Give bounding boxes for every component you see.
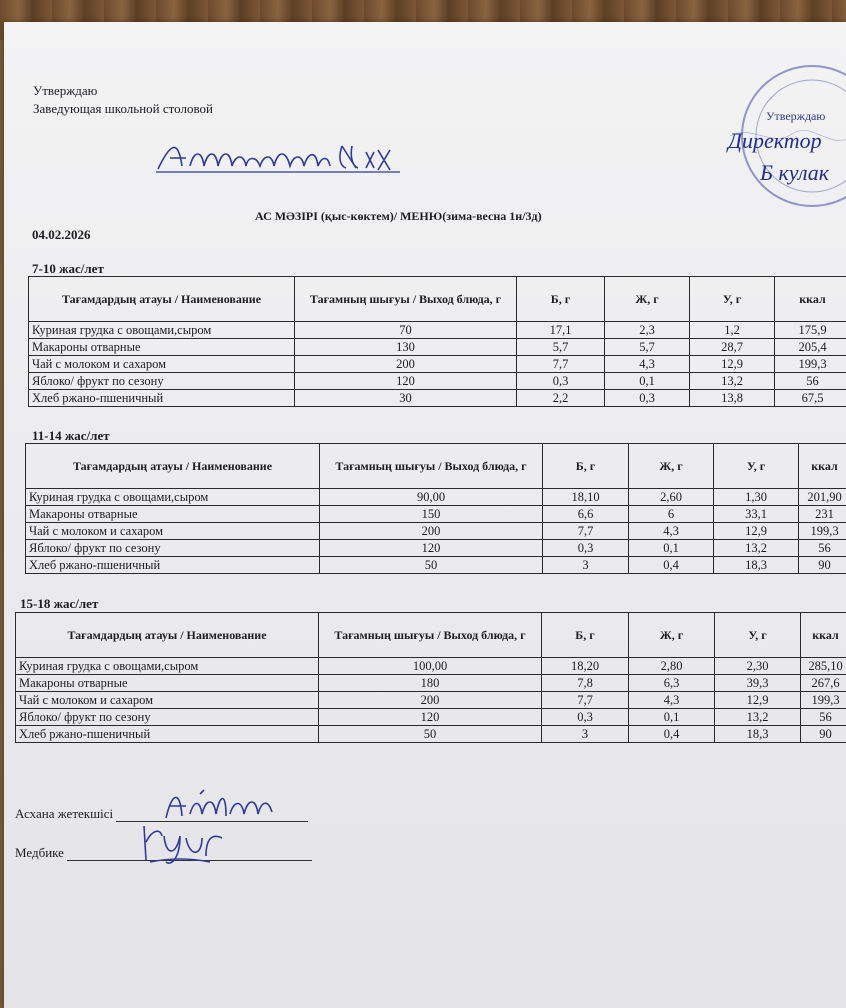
carbs-cell: 39,3 <box>715 675 801 692</box>
fat-cell: 0,1 <box>605 373 690 390</box>
kcal-cell: 199,3 <box>801 692 846 709</box>
column-header-fat: Ж, г <box>605 277 690 322</box>
age-group-label: 15-18 жас/лет <box>20 596 99 611</box>
fat-cell: 6,3 <box>629 675 715 692</box>
output-cell: 50 <box>320 557 543 574</box>
column-header-fat: Ж, г <box>629 444 714 489</box>
approval-heading: Утверждаю <box>33 83 98 98</box>
kcal-cell: 199,3 <box>775 356 846 373</box>
table-row <box>16 709 846 726</box>
protein-cell: 0,3 <box>543 540 629 557</box>
kitchen-head-signature-text <box>170 800 175 801</box>
fat-cell: 2,80 <box>629 658 715 675</box>
carbs-cell: 13,2 <box>714 540 799 557</box>
column-header-fat: Ж, г <box>629 613 715 658</box>
dish-name-cell: Куриная грудка с овощами,сыром <box>16 658 319 675</box>
protein-cell: 5,7 <box>517 339 605 356</box>
output-cell: 200 <box>319 692 542 709</box>
table-row <box>29 373 846 390</box>
table-row <box>29 322 846 339</box>
table-header-row <box>29 277 846 322</box>
dish-name-cell: Хлеб ржано-пшеничный <box>26 557 320 574</box>
kcal-cell: 199,3 <box>799 523 846 540</box>
table-row <box>29 339 846 356</box>
dish-name-cell: Яблоко/ фрукт по сезону <box>26 540 320 557</box>
output-cell: 180 <box>319 675 542 692</box>
protein-cell: 18,10 <box>543 489 629 506</box>
protein-cell: 7,7 <box>543 523 629 540</box>
kcal-cell: 56 <box>799 540 846 557</box>
protein-cell: 6,6 <box>543 506 629 523</box>
carbs-cell: 1,30 <box>714 489 799 506</box>
kcal-cell: 175,9 <box>775 322 846 339</box>
stamp-handwriting-2: Б кулак <box>760 160 830 185</box>
kitchen-head-label: Асхана жетекшісі <box>15 806 114 821</box>
protein-cell: 0,3 <box>517 373 605 390</box>
column-header-output: Тағамның шығуы / Выход блюда, г <box>295 277 517 322</box>
protein-cell: 7,7 <box>542 692 629 709</box>
fat-cell: 0,4 <box>629 726 715 743</box>
table-row <box>16 692 846 709</box>
output-cell: 120 <box>320 540 543 557</box>
dish-name-cell: Чай с молоком и сахаром <box>26 523 320 540</box>
menu-table <box>28 276 846 407</box>
output-cell: 100,00 <box>319 658 542 675</box>
output-cell: 30 <box>295 390 517 407</box>
menu-table <box>25 443 846 574</box>
output-cell: 150 <box>320 506 543 523</box>
dish-name-cell: Куриная грудка с овощами,сыром <box>26 489 320 506</box>
column-header-protein: Б, г <box>542 613 629 658</box>
carbs-cell: 18,3 <box>714 557 799 574</box>
carbs-cell: 12,9 <box>690 356 775 373</box>
approval-block <box>33 82 213 118</box>
kcal-cell: 205,4 <box>775 339 846 356</box>
nurse-label: Медбике <box>15 845 64 860</box>
carbs-cell: 18,3 <box>715 726 801 743</box>
dish-name-cell: Чай с молоком и сахаром <box>16 692 319 709</box>
table-row <box>29 356 846 373</box>
fat-cell: 0,1 <box>629 709 715 726</box>
menu-table <box>15 612 846 743</box>
protein-cell: 7,7 <box>517 356 605 373</box>
nurse-signature-text <box>150 840 152 841</box>
protein-cell: 7,8 <box>542 675 629 692</box>
head-signature-text <box>160 150 167 151</box>
column-header-carbs: У, г <box>714 444 799 489</box>
protein-cell: 0,3 <box>542 709 629 726</box>
fat-cell: 0,3 <box>605 390 690 407</box>
approval-position: Заведующая школьной столовой <box>33 101 213 116</box>
stamp-label: Утверждаю <box>766 109 826 123</box>
protein-cell: 17,1 <box>517 322 605 339</box>
fat-cell: 4,3 <box>605 356 690 373</box>
carbs-cell: 1,2 <box>690 322 775 339</box>
kcal-cell: 285,10 <box>801 658 846 675</box>
fat-cell: 2,60 <box>629 489 714 506</box>
menu-title: АС МӘЗІРІ (қыс-көктем)/ МЕНЮ(зима-весна 1н/3д) <box>255 209 542 223</box>
table-header-row <box>26 444 846 489</box>
dish-name-cell: Макароны отварные <box>26 506 320 523</box>
table-row <box>26 540 846 557</box>
column-header-protein: Б, г <box>517 277 605 322</box>
carbs-cell: 33,1 <box>714 506 799 523</box>
table-row <box>26 506 846 523</box>
protein-cell: 18,20 <box>542 658 629 675</box>
kcal-cell: 231 <box>799 506 846 523</box>
menu-date: 04.02.2026 <box>32 227 91 242</box>
output-cell: 120 <box>295 373 517 390</box>
column-header-output: Тағамның шығуы / Выход блюда, г <box>320 444 543 489</box>
dish-name-cell: Хлеб ржано-пшеничный <box>16 726 319 743</box>
fat-cell: 6 <box>629 506 714 523</box>
kcal-cell: 67,5 <box>775 390 846 407</box>
age-group-label: 11-14 жас/лет <box>32 428 110 443</box>
fat-cell: 0,1 <box>629 540 714 557</box>
column-header-name: Тағамдардың атауы / Наименование <box>29 277 295 322</box>
dish-name-cell: Яблоко/ фрукт по сезону <box>29 373 295 390</box>
column-header-protein: Б, г <box>543 444 629 489</box>
kcal-cell: 90 <box>799 557 846 574</box>
protein-cell: 3 <box>543 557 629 574</box>
carbs-cell: 13,2 <box>715 709 801 726</box>
dish-name-cell: Хлеб ржано-пшеничный <box>29 390 295 407</box>
table-row <box>26 557 846 574</box>
column-header-kcal: ккал <box>799 444 846 489</box>
carbs-cell: 13,8 <box>690 390 775 407</box>
column-header-carbs: У, г <box>690 277 775 322</box>
output-cell: 200 <box>320 523 543 540</box>
column-header-kcal: ккал <box>801 613 846 658</box>
kcal-cell: 56 <box>801 709 846 726</box>
table-row <box>16 658 846 675</box>
output-cell: 200 <box>295 356 517 373</box>
table-row <box>29 390 846 407</box>
fat-cell: 4,3 <box>629 523 714 540</box>
carbs-cell: 28,7 <box>690 339 775 356</box>
stamp-handwriting-1: Директор <box>728 128 822 153</box>
column-header-carbs: У, г <box>715 613 801 658</box>
output-cell: 130 <box>295 339 517 356</box>
table-row <box>16 726 846 743</box>
column-header-kcal: ккал <box>775 277 846 322</box>
kcal-cell: 56 <box>775 373 846 390</box>
output-cell: 70 <box>295 322 517 339</box>
kcal-cell: 267,6 <box>801 675 846 692</box>
dish-name-cell: Куриная грудка с овощами,сыром <box>29 322 295 339</box>
carbs-cell: 2,30 <box>715 658 801 675</box>
carbs-cell: 13,2 <box>690 373 775 390</box>
output-cell: 90,00 <box>320 489 543 506</box>
fat-cell: 4,3 <box>629 692 715 709</box>
protein-cell: 3 <box>542 726 629 743</box>
dish-name-cell: Макароны отварные <box>29 339 295 356</box>
kcal-cell: 90 <box>801 726 846 743</box>
carbs-cell: 12,9 <box>714 523 799 540</box>
output-cell: 50 <box>319 726 542 743</box>
fat-cell: 0,4 <box>629 557 714 574</box>
nurse-signature-image <box>140 822 230 866</box>
kitchen-head-signature-image <box>160 786 280 826</box>
kcal-cell: 201,90 <box>799 489 846 506</box>
carbs-cell: 12,9 <box>715 692 801 709</box>
dish-name-cell: Яблоко/ фрукт по сезону <box>16 709 319 726</box>
table-row <box>26 489 846 506</box>
column-header-name: Тағамдардың атауы / Наименование <box>16 613 319 658</box>
table-header-row <box>16 613 846 658</box>
column-header-name: Тағамдардың атауы / Наименование <box>26 444 320 489</box>
table-row <box>26 523 846 540</box>
dish-name-cell: Макароны отварные <box>16 675 319 692</box>
column-header-output: Тағамның шығуы / Выход блюда, г <box>319 613 542 658</box>
age-group-label: 7-10 жас/лет <box>32 261 104 276</box>
dish-name-cell: Чай с молоком и сахаром <box>29 356 295 373</box>
output-cell: 120 <box>319 709 542 726</box>
table-row <box>16 675 846 692</box>
fat-cell: 5,7 <box>605 339 690 356</box>
head-signature-image <box>152 136 412 186</box>
fat-cell: 2,3 <box>605 322 690 339</box>
protein-cell: 2,2 <box>517 390 605 407</box>
